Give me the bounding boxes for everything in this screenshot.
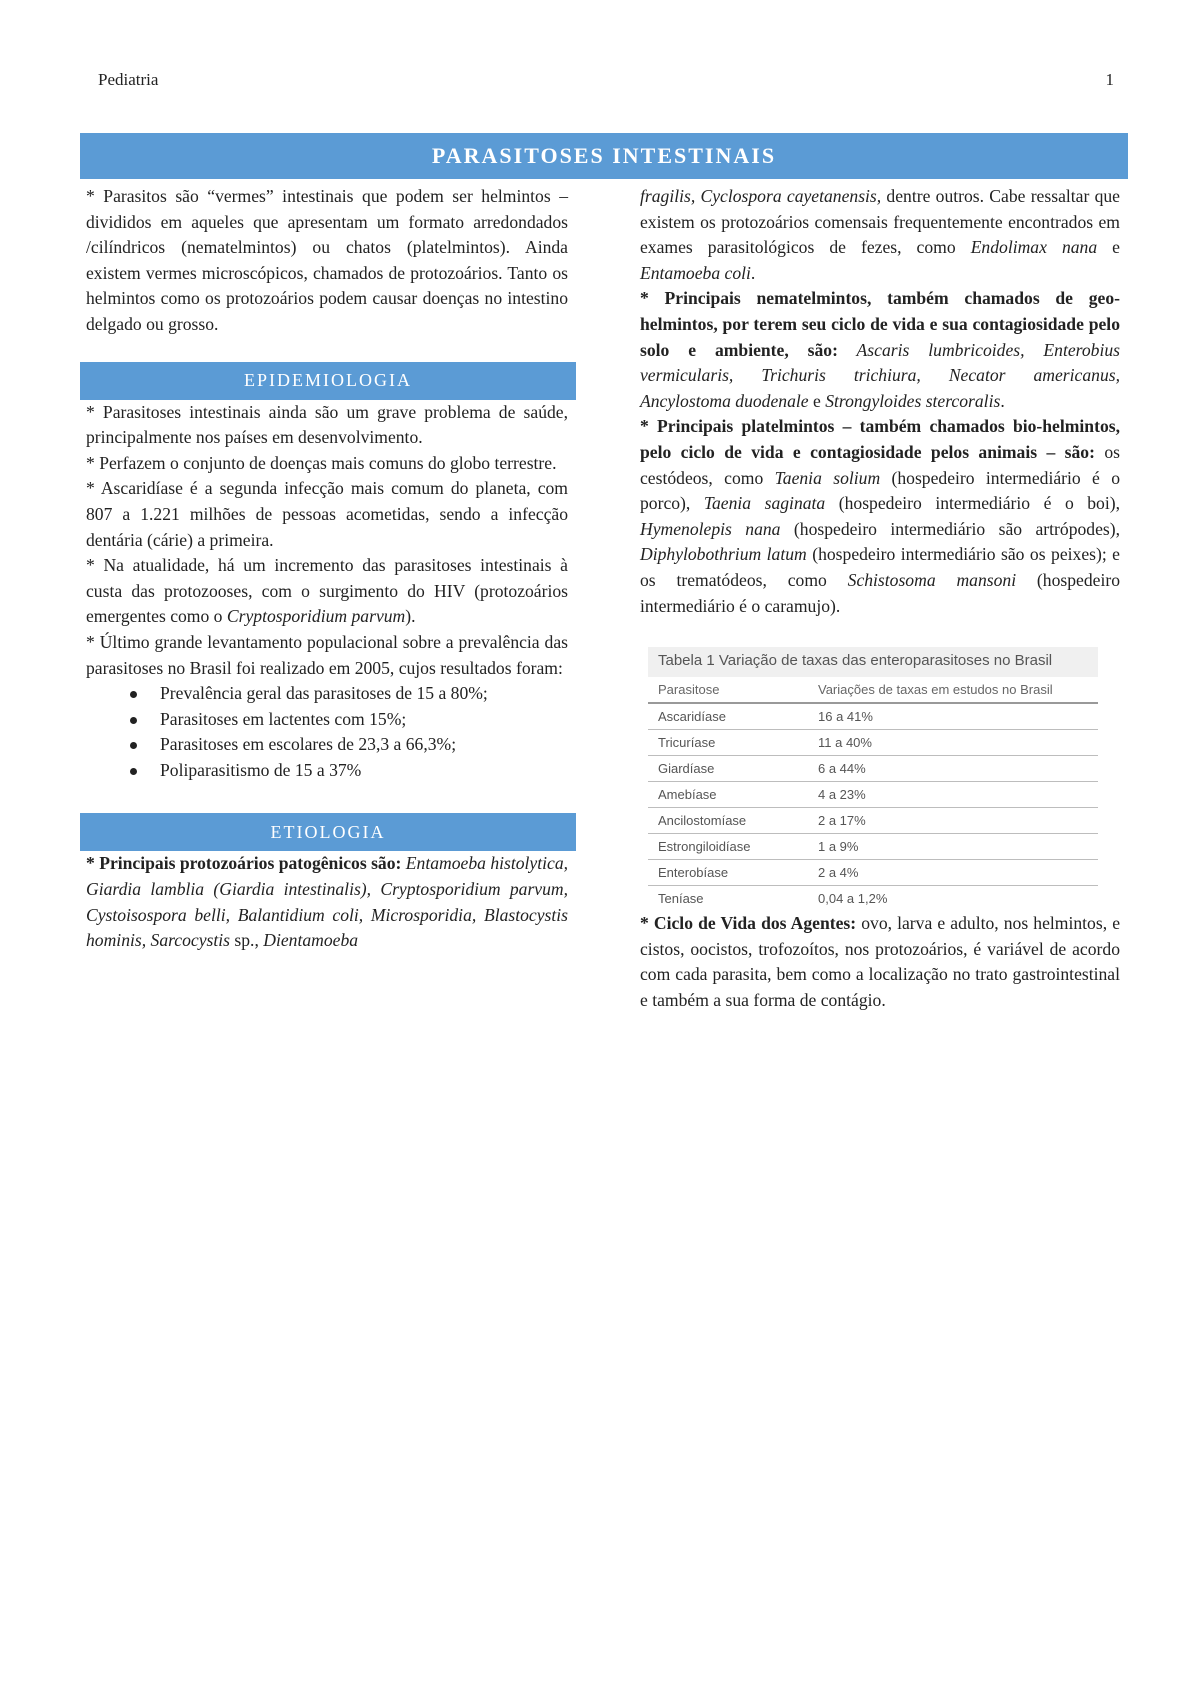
- column-header: Parasitose: [648, 677, 808, 703]
- epi-paragraph-5: * Último grande levantamento populacional sobre a prevalência das parasitoses no Brasil foi realizado em 2005, cujos resultados foram:: [86, 631, 568, 678]
- epi-paragraph-1: * Parasitoses intestinais ainda são um grave problema de saúde, principalmente nos países em desenvolvimento.: [86, 401, 568, 448]
- etiologia-paragraph-cont: fragilis, Cyclospora cayetanensis, dentre outros. Cabe ressaltar que existem os protozoários comensais frequentemente encontrados em exames parasitológicos de fezes, como Endolimax nana e Entamoeba coli.: [640, 186, 1120, 283]
- table-row: Tricuríase 11 a 40%: [648, 730, 1098, 756]
- section-heading-etiologia: ETIOLOGIA: [80, 813, 576, 851]
- ciclo-paragraph: * Ciclo de Vida dos Agentes: ovo, larva e adulto, nos helmintos, e cistos, oocistos, trofozoítos, nos protozoários, é variável de acordo com cada parasita, bem como a localização no trato gastrointestinal e também a sua forma de contágio.: [640, 913, 1121, 1010]
- table-row: Enterobíase 2 a 4%: [648, 860, 1098, 886]
- results-list: [86, 681, 568, 783]
- table-row: Estrongiloidíase 1 a 9%: [648, 834, 1098, 860]
- table-row: Ascaridíase 16 a 41%: [648, 703, 1098, 730]
- page-number: 1: [1105, 70, 1114, 89]
- table-row: Giardíase 6 a 44%: [648, 756, 1098, 782]
- list-item: Parasitoses em lactentes com 15%;: [160, 707, 568, 733]
- document-title: PARASITOSES INTESTINAIS: [80, 133, 1128, 179]
- table-row: Teníase 0,04 a 1,2%: [658, 891, 888, 907]
- column-header: Variações de taxas em estudos no Brasil: [808, 677, 1098, 703]
- list-item: Prevalência geral das parasitoses de 15 a 80%;: [160, 681, 568, 707]
- platelmintos-paragraph: * Principais platelmintos – também chamados bio-helmintos, pelo ciclo de vida e contagiosidade pelos animais – são: os cestódeos, como Taenia solium (hospedeiro intermediário é o porco), Taenia saginata (hospedeiro intermediário é o boi), Hymenolepis nana (hospedeiro intermediário são artrópodes), Diphylobothrium latum (hospedeiro intermediário são os peixes); e os trematódeos, como Schistosoma mansoni (hospedeiro intermediário é o caramujo).: [640, 416, 1121, 616]
- page-header: [98, 70, 1114, 90]
- epi-paragraph-4: * Na atualidade, há um incremento das parasitoses intestinais à custa das protozooses, com o surgimento do HIV (protozoários emergentes como o Cryptosporidium parvum).: [86, 555, 568, 627]
- table-header-row: [648, 677, 1098, 703]
- epi-paragraph-2: * Perfazem o conjunto de doenças mais comuns do globo terrestre.: [86, 452, 557, 473]
- header-title: Pediatria: [98, 70, 159, 89]
- nematelmintos-paragraph: * Principais nematelmintos, também chamados de geo-helmintos, por terem seu ciclo de vida e sua contagiosidade pelo solo e ambiente, são: Ascaris lumbricoides, Enterobius vermicularis, Trichuris trichiura, Necator americanus, Ancylostoma duodenale e Strongyloides stercoralis.: [640, 288, 1120, 411]
- table-grid: [648, 677, 1098, 911]
- etiologia-paragraph-start: * Principais protozoários patogênicos são: Entamoeba histolytica, Giardia lamblia (Giardia intestinalis), Cryptosporidium parvum, Cystoisospora belli, Balantidium coli, Microsporidia, Blastocystis hominis, Sarcocystis sp., Dientamoeba: [86, 853, 569, 951]
- parasitoses-table: [648, 647, 1098, 911]
- list-item: Parasitoses em escolares de 23,3 a 66,3%;: [160, 732, 568, 758]
- table-row: Amebíase 4 a 23%: [648, 782, 1098, 808]
- table-row: Ancilostomíase 2 a 17%: [648, 808, 1098, 834]
- epi-paragraph-3: * Ascaridíase é a segunda infecção mais comum do planeta, com 807 a 1.221 milhões de pessoas acometidas, sendo a infecção dentária (cárie) a primeira.: [86, 478, 568, 550]
- right-column: [640, 184, 1120, 1013]
- table-caption: Tabela 1 Variação de taxas das enteroparasitoses no Brasil: [648, 647, 1098, 677]
- intro-paragraph: * Parasitos são “vermes” intestinais que podem ser helmintos – divididos em aqueles que apresentam um formato arredondados /cilíndricos (nematelmintos) ou chatos (platelmintos). Ainda existem vermes microscópicos, chamados de protozoários. Tanto os helmintos como os protozoários podem causar doenças no intestino delgado ou grosso.: [86, 186, 568, 334]
- list-item: Poliparasitismo de 15 a 37%: [160, 758, 568, 784]
- left-column: [86, 184, 568, 954]
- section-heading-epidemiologia: EPIDEMIOLOGIA: [80, 362, 576, 400]
